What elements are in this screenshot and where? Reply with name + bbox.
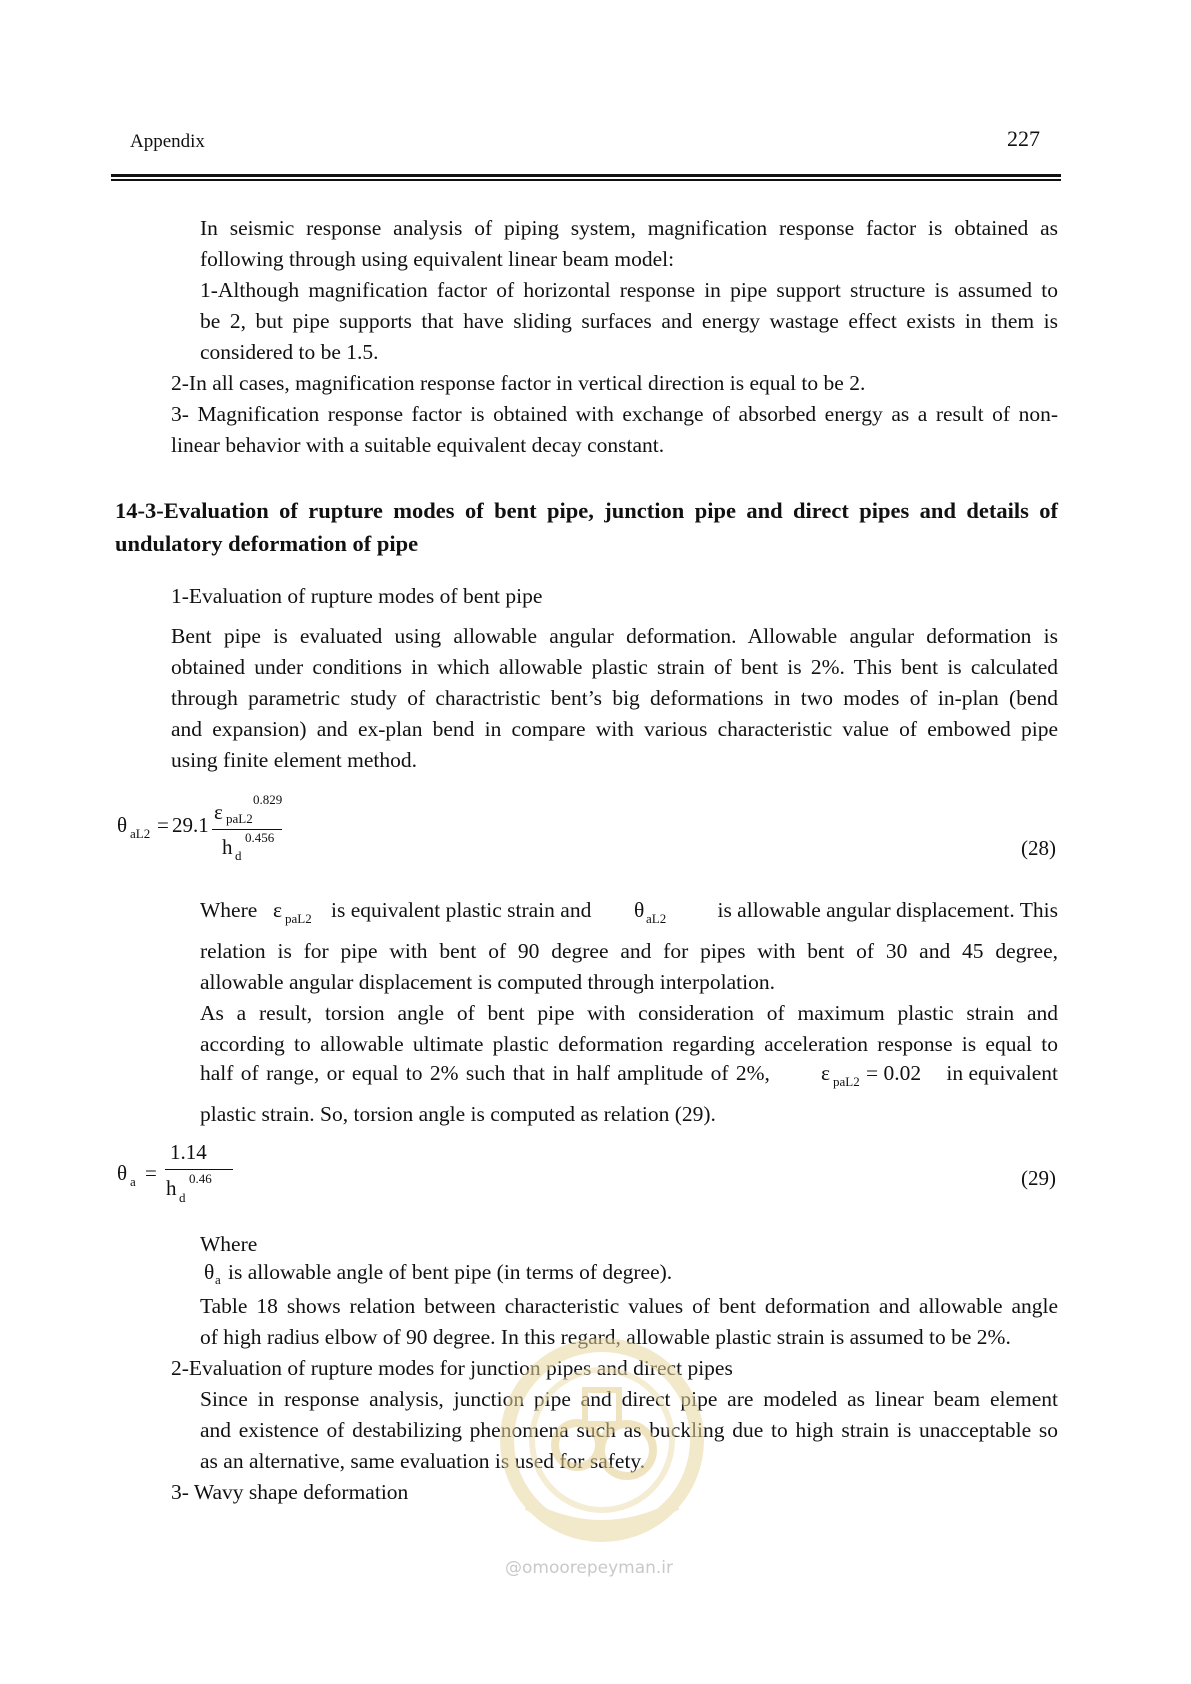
section-heading-line-2: undulatory deformation of pipe <box>115 531 419 556</box>
intro-paragraph-3: 2-In all cases, magnification response factor in vertical direction is equal to be 2. <box>171 371 866 395</box>
intro-paragraph-2-line-3: considered to be 1.5. <box>200 340 379 364</box>
eq28-h-exponent: 0.456 <box>245 830 275 845</box>
equation-29 <box>115 1138 315 1208</box>
where-line-4: As a result, torsion angle of bent pipe with consideration of maximum plastic strain and <box>200 1001 1058 1025</box>
header-rule-thin <box>111 179 1061 181</box>
eq28-theta-sub: aL2 <box>130 826 151 841</box>
eq28-h: h <box>222 835 233 859</box>
subsection-2-title: 2-Evaluation of rupture modes for junction pipes and direct pipes <box>171 1356 733 1380</box>
eq28-equals: = <box>157 813 169 837</box>
intro-paragraph-4-line-1: 3- Magnification response factor is obtained with exchange of absorbed energy as a result of non- <box>171 402 1058 426</box>
eq28-epsilon: ε <box>214 800 223 824</box>
eq29-equals: = <box>145 1161 157 1185</box>
where-theta-sub: aL2 <box>646 911 667 926</box>
body-line-1: Bent pipe is evaluated using allowable angular deformation. Allowable angular deformation is <box>171 624 1058 648</box>
where-line-2: relation is for pipe with bent of 90 degree and for pipes with bent of 30 and 45 degree, <box>200 939 1058 963</box>
where-line-6-eps-sub: paL2 <box>833 1074 860 1089</box>
theta-a-sub: a <box>215 1272 221 1287</box>
where-label-2: Where <box>200 1232 258 1256</box>
intro-paragraph-1-line-2: following through using equivalent linear beam model: <box>200 247 675 271</box>
subsection-2-line-1: Since in response analysis, junction pipe and direct pipe are modeled as linear beam element <box>200 1387 1058 1411</box>
equation-29-number: (29) <box>1021 1166 1056 1190</box>
where-line-6-value: = 0.02 <box>866 1061 922 1085</box>
where-line-3: allowable angular displacement is computed through interpolation. <box>200 970 775 994</box>
body-line-2: obtained under conditions in which allowable plastic strain of bent is 2%. This bent is calculated <box>171 655 1058 679</box>
subsection-3-title: 3- Wavy shape deformation <box>171 1480 409 1504</box>
intro-paragraph-2-line-2: be 2, but pipe supports that have sliding surfaces and energy wastage effect exists in them is <box>200 309 1058 333</box>
eq28-eps-sub: paL2 <box>226 811 253 826</box>
body-line-3: through parametric study of charactristic bent’s big deformations in two modes of in-plan (bend <box>171 686 1058 710</box>
eq28-theta: θ <box>117 813 128 837</box>
where-epsilon: ε <box>273 898 283 922</box>
eq28-coefficient: 29.1 <box>172 813 209 837</box>
equation-28 <box>115 790 415 870</box>
eq29-numerator: 1.14 <box>170 1140 207 1164</box>
watermark-seal <box>497 1330 707 1555</box>
watermark-text: @omoorepeyman.ir <box>505 1558 674 1578</box>
subsection-1-title: 1-Evaluation of rupture modes of bent pipe <box>171 584 543 608</box>
section-heading-line-1: 14-3-Evaluation of rupture modes of bent pipe, junction pipe and direct pipes and details of <box>115 498 1058 523</box>
where-line-6 <box>200 1061 1058 1095</box>
eq28-h-sub: d <box>235 848 242 863</box>
eq29-fraction-bar <box>165 1169 233 1170</box>
where-label: Where <box>200 898 258 922</box>
subsection-2-line-2: and existence of destabilizing phenomena such as buckling due to high strain is unacceptable so <box>200 1418 1058 1442</box>
eq29-h-exponent: 0.46 <box>189 1171 212 1186</box>
intro-paragraph-4-line-2: linear behavior with a suitable equivalent decay constant. <box>171 433 665 457</box>
where-line-6-epsilon: ε <box>821 1061 831 1085</box>
running-header: Appendix <box>130 131 205 152</box>
theta-a-symbol: θ <box>204 1260 215 1284</box>
where-line-6-suffix: in equivalent <box>946 1061 1058 1085</box>
where-line-5: according to allowable ultimate plastic deformation regarding acceleration response is equal to <box>200 1032 1058 1056</box>
where-suffix-text: is allowable angular displacement. This <box>717 898 1058 922</box>
intro-paragraph-1-line-1: In seismic response analysis of piping system, magnification response factor is obtained as <box>200 216 1058 240</box>
where-mid-text: is equivalent plastic strain and <box>331 898 592 922</box>
where-eps-sub: paL2 <box>285 911 312 926</box>
where-line-7: plastic strain. So, torsion angle is computed as relation (29). <box>200 1102 716 1126</box>
where-line-6-prefix: half of range, or equal to 2% such that in half amplitude of 2%, <box>200 1061 770 1085</box>
subsection-2-line-3: as an alternative, same evaluation is used for safety. <box>200 1449 646 1473</box>
where-theta: θ <box>634 898 645 922</box>
theta-a-description: is allowable angle of bent pipe (in terms of degree). <box>228 1260 673 1284</box>
table-ref-line-2: of high radius elbow of 90 degree. In this regard, allowable plastic strain is assumed to be 2%. <box>200 1325 1011 1349</box>
eq29-h-sub: d <box>179 1190 186 1205</box>
eq29-theta-sub: a <box>130 1174 136 1189</box>
where-line-1 <box>200 898 1058 932</box>
equation-28-number: (28) <box>1021 836 1056 860</box>
eq29-theta: θ <box>117 1161 128 1185</box>
page-number: 227 <box>1007 126 1040 151</box>
body-line-4: and expansion) and ex-plan bend in compare with various characteristic value of embowed pipe <box>171 717 1058 741</box>
eq28-eps-exponent: 0.829 <box>253 792 283 807</box>
theta-a-definition <box>204 1260 904 1291</box>
table-ref-line-1: Table 18 shows relation between characteristic values of bent deformation and allowable angle <box>200 1294 1058 1318</box>
eq29-h: h <box>166 1176 177 1200</box>
intro-paragraph-2-line-1: 1-Although magnification factor of horizontal response in pipe support structure is assumed to <box>200 278 1058 302</box>
body-line-5: using finite element method. <box>171 748 418 772</box>
header-rule <box>111 174 1061 177</box>
